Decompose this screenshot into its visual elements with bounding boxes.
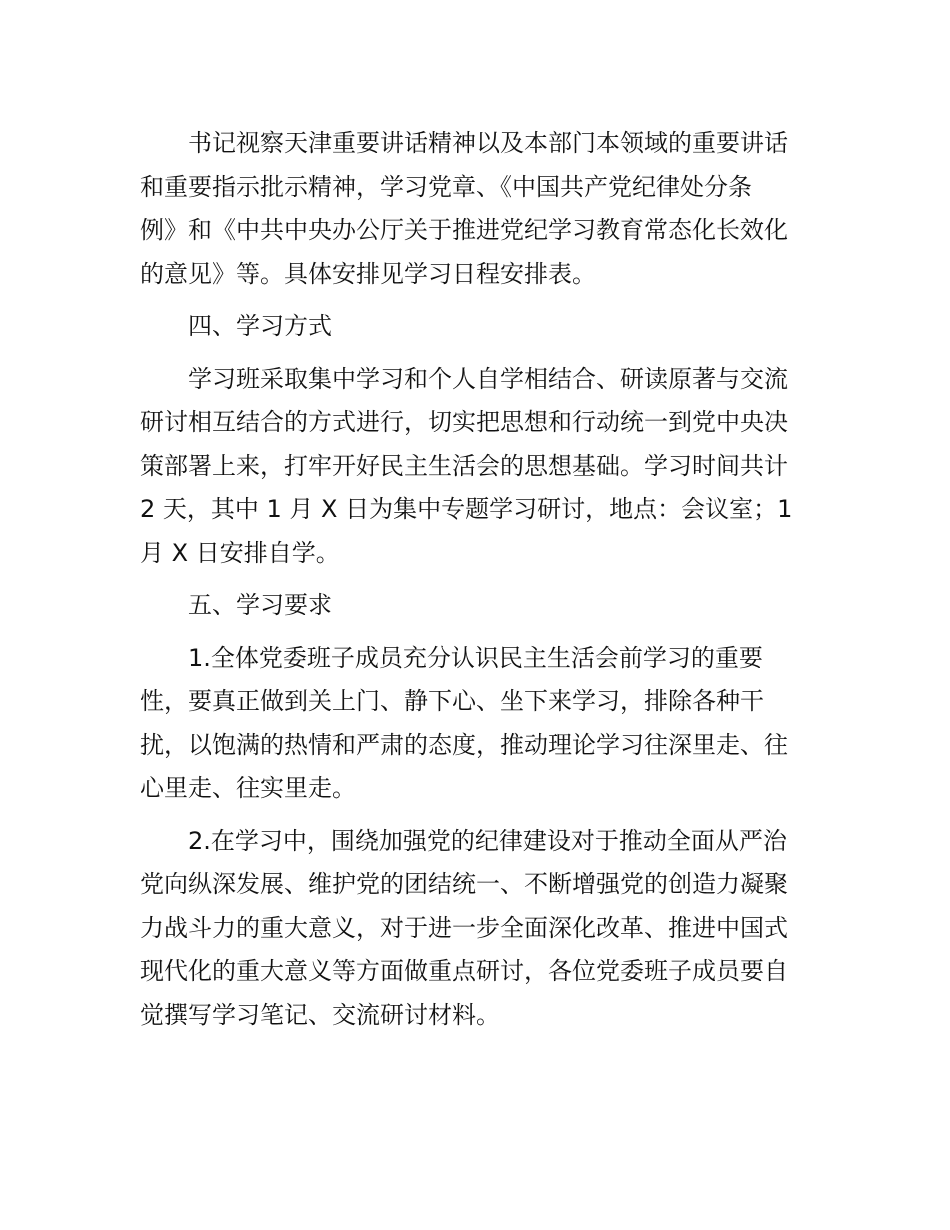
paragraph-requirement-2: 2.在学习中，围绕加强党的纪律建设对于推动全面从严治 党向纵深发展、维护党的团结统一、不断增强党的创造力凝聚 力战斗力的重大意义，对于进一步全面深化改革、推进中国式 现代化的重大意义等方面做重点研讨，各位党委班子成员要自 觉撰写学习笔记、交流研讨材料。 bbox=[140, 826, 788, 1029]
document-body bbox=[140, 122, 812, 1046]
paragraph-intro-continued: 书记视察天津重要讲话精神以及本部门本领域的重要讲话 和重要指示批示精神，学习党章、《中国共产党纪律处分条 例》和《中共中央办公厅关于推进党纪学习教育常态化长效化 的意见》等。具体安排见学习日程安排表。 bbox=[140, 129, 788, 288]
section-heading-study-requirements: 五、学习要求 bbox=[188, 591, 332, 619]
section-heading-study-method: 四、学习方式 bbox=[188, 312, 332, 340]
paragraph-study-method: 学习班采取集中学习和个人自学相结合、研读原著与交流 研讨相互结合的方式进行，切实把思想和行动统一到党中央决 策部署上来，打牢开好民主生活会的思想基础。学习时间共计 2 天，其中 1 月 X 日为集中专题学习研讨，地点：会议室；1 月 X 日安排自学。 bbox=[140, 364, 793, 567]
paragraph-requirement-1: 1.全体党委班子成员充分认识民主生活会前学习的重要 性，要真正做到关上门、静下心、坐下来学习，排除各种干 扰，以饱满的热情和严肃的态度，推动理论学习往深里走、往 心里走、往实里走。 bbox=[140, 643, 788, 802]
